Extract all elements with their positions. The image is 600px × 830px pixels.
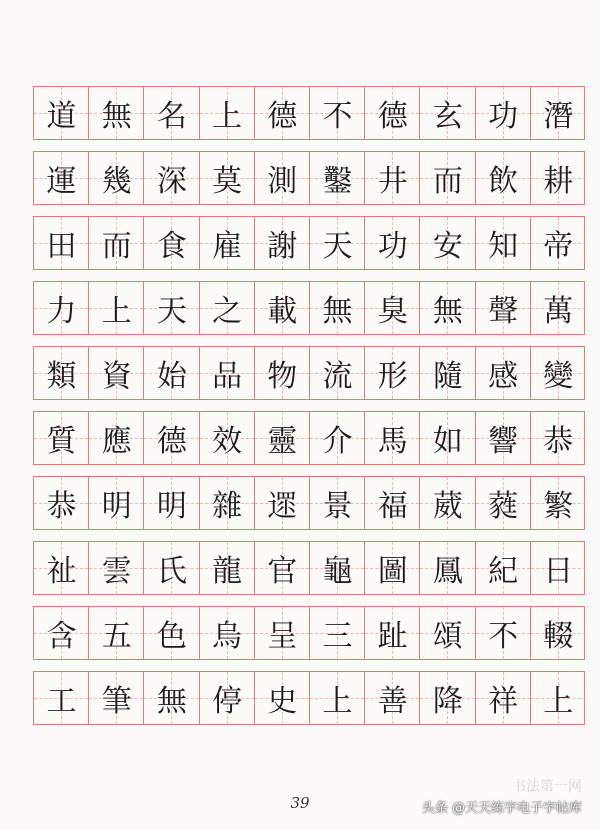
character: 福: [377, 489, 408, 524]
grid-cell: [144, 477, 199, 529]
grid-cell: [310, 607, 365, 659]
grid-cell: [200, 412, 255, 464]
character: 德: [377, 99, 408, 134]
character: 恭: [46, 489, 77, 524]
character: 帝: [543, 229, 574, 264]
grid-cell: [365, 672, 420, 724]
grid-cell: [89, 217, 144, 269]
grid-cell: [255, 412, 310, 464]
grid-cell: [310, 347, 365, 399]
grid-cell: [34, 542, 89, 594]
character: 效: [212, 424, 243, 459]
grid-cell: [531, 477, 586, 529]
grid-cell: [89, 152, 144, 204]
grid-row: [33, 86, 585, 140]
character: 上: [101, 294, 132, 329]
grid-cell: [89, 477, 144, 529]
grid-cell: [255, 542, 310, 594]
character: 蕤: [488, 489, 519, 524]
grid-cell: [476, 412, 531, 464]
grid-cell: [365, 607, 420, 659]
character: 無: [156, 684, 187, 719]
character: 善: [377, 684, 408, 719]
grid-cell: [255, 217, 310, 269]
character: 不: [322, 99, 353, 134]
grid-cell: [420, 542, 475, 594]
grid-cell: [200, 282, 255, 334]
character: 天: [322, 229, 353, 264]
character: 雇: [212, 229, 243, 264]
grid-cell: [531, 542, 586, 594]
grid-cell: [420, 607, 475, 659]
grid-cell: [34, 152, 89, 204]
character: 功: [377, 229, 408, 264]
character: 三: [322, 619, 353, 654]
grid-cell: [476, 477, 531, 529]
character: 無: [322, 294, 353, 329]
character: 龍: [212, 554, 243, 589]
grid-cell: [89, 347, 144, 399]
grid-row: [33, 606, 585, 660]
grid-cell: [476, 607, 531, 659]
character: 繁: [543, 489, 574, 524]
character: 明: [101, 489, 132, 524]
character: 靈: [267, 424, 298, 459]
grid-cell: [34, 412, 89, 464]
character: 無: [432, 294, 463, 329]
grid-cell: [255, 672, 310, 724]
grid-row: [33, 151, 585, 205]
character: 幾: [101, 164, 132, 199]
grid-cell: [144, 607, 199, 659]
grid-row: [33, 346, 585, 400]
character: 而: [101, 229, 132, 264]
character: 知: [488, 229, 519, 264]
grid-cell: [476, 152, 531, 204]
character: 安: [432, 229, 463, 264]
character: 呈: [267, 619, 298, 654]
grid-cell: [365, 217, 420, 269]
grid-cell: [200, 607, 255, 659]
character: 氏: [156, 554, 187, 589]
grid-cell: [476, 672, 531, 724]
character: 聲: [488, 294, 519, 329]
character: 流: [322, 359, 353, 394]
grid-cell: [420, 87, 475, 139]
character: 遝: [267, 489, 298, 524]
grid-cell: [365, 87, 420, 139]
grid-cell: [144, 542, 199, 594]
grid-cell: [365, 282, 420, 334]
character: 資: [101, 359, 132, 394]
grid-cell: [531, 87, 586, 139]
character: 上: [212, 99, 243, 134]
grid-cell: [200, 347, 255, 399]
character: 輟: [543, 619, 574, 654]
grid-cell: [89, 672, 144, 724]
grid-cell: [310, 217, 365, 269]
character: 道: [46, 99, 77, 134]
character: 祉: [46, 554, 77, 589]
character: 頌: [432, 619, 463, 654]
grid-cell: [476, 347, 531, 399]
grid-cell: [531, 672, 586, 724]
character: 雜: [212, 489, 243, 524]
grid-cell: [144, 87, 199, 139]
grid-cell: [310, 672, 365, 724]
character: 葳: [432, 489, 463, 524]
character: 形: [377, 359, 408, 394]
watermark-site: 书法第一网: [512, 779, 582, 795]
character: 介: [322, 424, 353, 459]
character: 隨: [432, 359, 463, 394]
grid-cell: [365, 152, 420, 204]
character: 無: [101, 99, 132, 134]
character: 五: [101, 619, 132, 654]
grid-cell: [89, 412, 144, 464]
grid-row: [33, 476, 585, 530]
grid-cell: [200, 152, 255, 204]
grid-cell: [144, 672, 199, 724]
grid-cell: [200, 672, 255, 724]
grid-cell: [310, 412, 365, 464]
character: 而: [432, 164, 463, 199]
character: 官: [267, 554, 298, 589]
grid-row: [33, 541, 585, 595]
character: 趾: [377, 619, 408, 654]
character: 德: [156, 424, 187, 459]
character: 田: [46, 229, 77, 264]
character: 雲: [101, 554, 132, 589]
character: 類: [46, 359, 77, 394]
grid-cell: [255, 87, 310, 139]
grid-row: [33, 411, 585, 465]
grid-cell: [200, 542, 255, 594]
character: 飲: [488, 164, 519, 199]
grid-cell: [310, 542, 365, 594]
character: 紀: [488, 554, 519, 589]
character: 耕: [543, 164, 574, 199]
character: 潛: [543, 99, 574, 134]
character: 之: [212, 294, 243, 329]
character: 祥: [488, 684, 519, 719]
grid-cell: [144, 412, 199, 464]
grid-cell: [365, 412, 420, 464]
character: 感: [488, 359, 519, 394]
grid-cell: [310, 152, 365, 204]
grid-cell: [365, 477, 420, 529]
grid-cell: [144, 152, 199, 204]
grid-cell: [255, 282, 310, 334]
grid-cell: [34, 607, 89, 659]
grid-cell: [476, 217, 531, 269]
grid-cell: [89, 607, 144, 659]
character: 工: [46, 684, 77, 719]
character: 馬: [377, 424, 408, 459]
grid-cell: [531, 607, 586, 659]
character: 日: [543, 554, 574, 589]
grid-cell: [34, 347, 89, 399]
grid-cell: [420, 477, 475, 529]
grid-cell: [34, 217, 89, 269]
character: 龜: [322, 554, 353, 589]
character: 明: [156, 489, 187, 524]
grid-cell: [310, 282, 365, 334]
character: 力: [46, 294, 77, 329]
grid-cell: [255, 477, 310, 529]
character: 質: [46, 424, 77, 459]
character: 不: [488, 619, 519, 654]
grid-cell: [89, 87, 144, 139]
grid-cell: [144, 347, 199, 399]
grid-row: [33, 216, 585, 270]
grid-cell: [34, 672, 89, 724]
grid-cell: [531, 282, 586, 334]
grid-cell: [89, 542, 144, 594]
character: 載: [267, 294, 298, 329]
grid-cell: [531, 152, 586, 204]
character: 應: [101, 424, 132, 459]
page-number: 39: [290, 794, 310, 812]
grid-cell: [89, 282, 144, 334]
grid-cell: [255, 152, 310, 204]
grid-cell: [200, 477, 255, 529]
character: 功: [488, 99, 519, 134]
character: 景: [322, 489, 353, 524]
character: 圖: [377, 554, 408, 589]
character: 上: [322, 684, 353, 719]
grid-cell: [365, 347, 420, 399]
grid-cell: [200, 217, 255, 269]
grid-cell: [310, 87, 365, 139]
character: 如: [432, 424, 463, 459]
character: 史: [267, 684, 298, 719]
grid-cell: [420, 217, 475, 269]
grid-cell: [531, 412, 586, 464]
character: 變: [543, 359, 574, 394]
grid-cell: [420, 347, 475, 399]
grid-row: [33, 671, 585, 725]
grid-cell: [420, 672, 475, 724]
grid-cell: [34, 87, 89, 139]
character: 鳳: [432, 554, 463, 589]
grid-cell: [200, 87, 255, 139]
character: 運: [46, 164, 77, 199]
character: 含: [46, 619, 77, 654]
character: 井: [377, 164, 408, 199]
grid-cell: [255, 347, 310, 399]
character: 天: [156, 294, 187, 329]
character: 降: [432, 684, 463, 719]
grid-cell: [476, 282, 531, 334]
watermark-author: 头条 @天天练字电子字帖库: [421, 801, 582, 816]
grid-cell: [34, 477, 89, 529]
character: 鑿: [322, 164, 353, 199]
character: 響: [488, 424, 519, 459]
grid-cell: [255, 607, 310, 659]
character: 筆: [101, 684, 132, 719]
character: 測: [267, 164, 298, 199]
character: 恭: [543, 424, 574, 459]
grid-cell: [144, 217, 199, 269]
character: 德: [267, 99, 298, 134]
grid-cell: [34, 282, 89, 334]
grid-cell: [144, 282, 199, 334]
character: 萬: [543, 294, 574, 329]
grid-cell: [365, 542, 420, 594]
character: 色: [156, 619, 187, 654]
grid-cell: [531, 217, 586, 269]
character: 品: [212, 359, 243, 394]
character: 謝: [267, 229, 298, 264]
grid-cell: [420, 412, 475, 464]
character: 臭: [377, 294, 408, 329]
character-grid: [33, 86, 585, 734]
character: 始: [156, 359, 187, 394]
character: 名: [156, 99, 187, 134]
character: 上: [543, 684, 574, 719]
grid-cell: [420, 152, 475, 204]
character: 食: [156, 229, 187, 264]
grid-cell: [476, 542, 531, 594]
grid-cell: [310, 477, 365, 529]
grid-cell: [420, 282, 475, 334]
grid-cell: [476, 87, 531, 139]
character: 深: [156, 164, 187, 199]
character: 莫: [212, 164, 243, 199]
character: 物: [267, 359, 298, 394]
grid-row: [33, 281, 585, 335]
character: 停: [212, 684, 243, 719]
character: 烏: [212, 619, 243, 654]
grid-cell: [531, 347, 586, 399]
character: 玄: [432, 99, 463, 134]
